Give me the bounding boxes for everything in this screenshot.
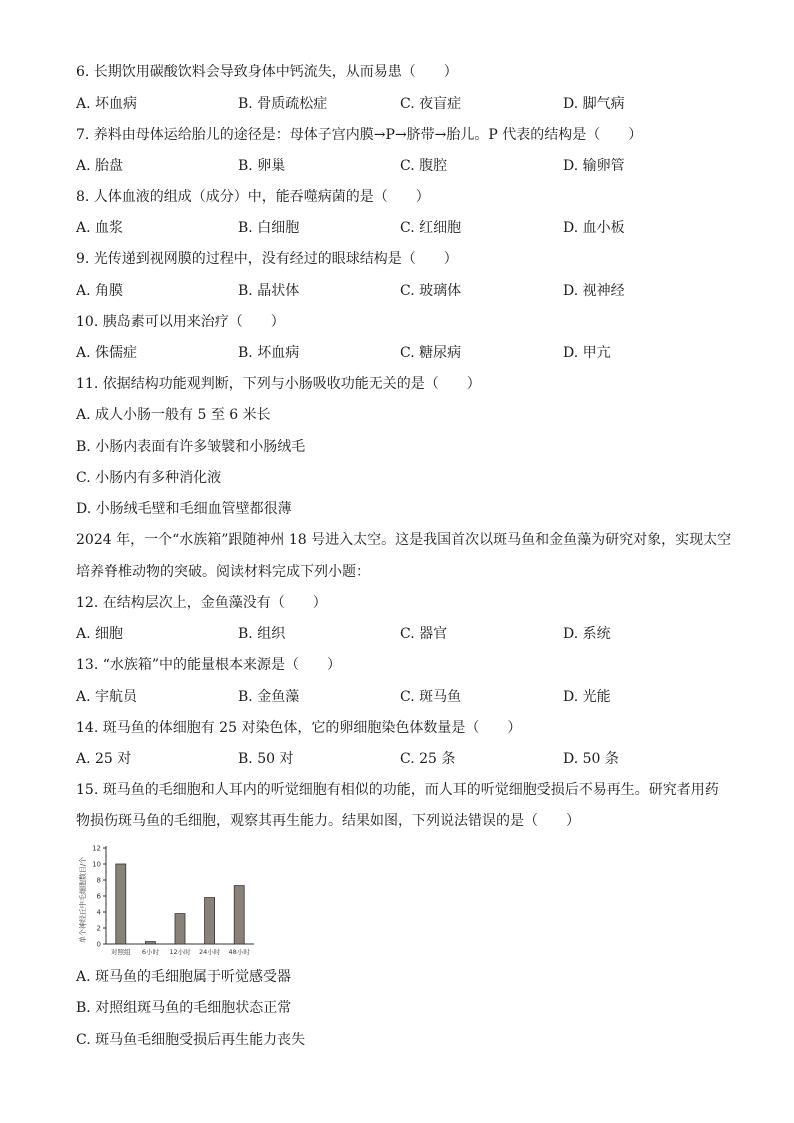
- question-14-option-a: A. 25 对: [76, 751, 132, 767]
- chart-bar-3: [205, 898, 215, 944]
- chart-y-tick-label-5: 10: [92, 860, 101, 869]
- chart-y-tick-label-6: 12: [92, 844, 101, 853]
- chart-y-tick-label-4: 8: [96, 876, 101, 885]
- question-14-option-d: D. 50 条: [563, 751, 619, 767]
- question-8-option-a: A. 血浆: [76, 220, 124, 236]
- chart-x-tick-label-0: 对照组: [111, 948, 131, 956]
- question-6-stem: 6. 长期饮用碳酸饮料会导致身体中钙流失，从而易患（ ）: [76, 64, 458, 80]
- chart-y-tick-label-0: 0: [96, 940, 101, 949]
- question-6-option-b: B. 骨质疏松症: [238, 96, 328, 112]
- question-10-option-d: D. 甲亢: [563, 345, 611, 361]
- question-15-option-b: B. 对照组斑马鱼的毛细胞状态正常: [76, 1000, 292, 1016]
- question-7-option-d: D. 输卵管: [563, 158, 625, 174]
- question-9-option-d: D. 视神经: [563, 283, 625, 299]
- question-12-option-c: C. 器官: [400, 626, 448, 642]
- question-14-option-c: C. 25 条: [400, 751, 456, 767]
- question-10-option-c: C. 糖尿病: [400, 345, 462, 361]
- question-9-option-c: C. 玻璃体: [400, 283, 462, 299]
- question-12-stem: 12. 在结构层次上，金鱼藻没有（ ）: [76, 595, 327, 611]
- chart-x-tick-label-1: 6小时: [141, 948, 159, 956]
- chart-y-axis-label: 单个神经丘中毛细胞数目/个: [79, 856, 87, 944]
- question-8-option-d: D. 血小板: [563, 220, 625, 236]
- question-11-stem: 11. 依据结构功能观判断，下列与小肠吸收功能无关的是（ ）: [76, 376, 481, 392]
- chart-x-tick-label-4: 48小时: [228, 948, 250, 956]
- chart-bar-4: [234, 886, 244, 944]
- question-8-option-b: B. 白细胞: [238, 220, 300, 236]
- question-14-stem: 14. 斑马鱼的体细胞有 25 对染色体，它的卵细胞染色体数量是（ ）: [76, 720, 522, 736]
- question-7-option-b: B. 卵巢: [238, 158, 286, 174]
- chart-bar-0: [116, 864, 126, 944]
- chart-y-tick-label-2: 4: [96, 908, 101, 917]
- question-6-option-d: D. 脚气病: [563, 96, 625, 112]
- question-8-stem: 8. 人体血液的组成（成分）中，能吞噬病菌的是（ ）: [76, 189, 430, 205]
- question-15-option-c: C. 斑马鱼毛细胞受损后再生能力丧失: [76, 1032, 306, 1048]
- hair-cell-bar-chart: [76, 838, 256, 960]
- question-11-option-c: C. 小肠内有多种消化液: [76, 470, 222, 486]
- question-13-stem: 13. “水族箱”中的能量根本来源是（ ）: [76, 657, 342, 673]
- question-12-option-a: A. 细胞: [76, 626, 124, 642]
- question-13-option-c: C. 斑马鱼: [400, 689, 462, 705]
- question-12-option-b: B. 组织: [238, 626, 286, 642]
- question-7-option-c: C. 腹腔: [400, 158, 448, 174]
- chart-bar-2: [175, 914, 185, 944]
- chart-y-tick-label-1: 2: [96, 924, 101, 933]
- question-13-option-a: A. 宇航员: [76, 689, 138, 705]
- question-10-option-a: A. 侏儒症: [76, 345, 138, 361]
- question-9-option-b: B. 晶状体: [238, 283, 300, 299]
- chart-x-tick-label-3: 24小时: [198, 948, 221, 956]
- passage-line-1: 2024 年，一个“水族箱”跟随神州 18 号进入太空。这是我国首次以斑马鱼和金鱼藻为研究对象，实现太空: [76, 532, 732, 548]
- question-13-option-d: D. 光能: [563, 689, 611, 705]
- passage-line-2: 培养脊椎动物的突破。阅读材料完成下列小题：: [76, 564, 370, 580]
- question-15-stem-line-1: 15. 斑马鱼的毛细胞和人耳内的听觉细胞有相似的功能，而人耳的听觉细胞受损后不易再生。研究者用药: [76, 782, 719, 798]
- chart-x-tick-label-2: 12小时: [169, 948, 191, 956]
- question-11-option-a: A. 成人小肠一般有 5 至 6 米长: [76, 407, 271, 423]
- question-10-option-b: B. 坏血病: [238, 345, 300, 361]
- question-8-option-c: C. 红细胞: [400, 220, 462, 236]
- question-7-stem: 7. 养料由母体运给胎儿的途径是：母体子宫内膜→P→脐带→胎儿。P 代表的结构是（ ）: [76, 127, 643, 143]
- question-9-option-a: A. 角膜: [76, 283, 124, 299]
- question-13-option-b: B. 金鱼藻: [238, 689, 300, 705]
- chart-bar-1: [145, 942, 155, 944]
- question-9-stem: 9. 光传递到视网膜的过程中，没有经过的眼球结构是（ ）: [76, 251, 458, 267]
- question-12-option-d: D. 系统: [563, 626, 611, 642]
- chart-y-tick-label-3: 6: [96, 892, 101, 901]
- question-11-option-d: D. 小肠绒毛壁和毛细血管壁都很薄: [76, 501, 292, 517]
- question-15-option-a: A. 斑马鱼的毛细胞属于听觉感受器: [76, 969, 292, 985]
- question-15-stem-line-2: 物损伤斑马鱼的毛细胞，观察其再生能力。结果如图，下列说法错误的是（ ）: [76, 813, 580, 829]
- question-6-option-c: C. 夜盲症: [400, 96, 462, 112]
- question-14-option-b: B. 50 对: [238, 751, 294, 767]
- question-10-stem: 10. 胰岛素可以用来治疗（ ）: [76, 314, 285, 330]
- question-7-option-a: A. 胎盘: [76, 158, 124, 174]
- question-11-option-b: B. 小肠内表面有许多皱襞和小肠绒毛: [76, 439, 306, 455]
- question-6-option-a: A. 坏血病: [76, 96, 138, 112]
